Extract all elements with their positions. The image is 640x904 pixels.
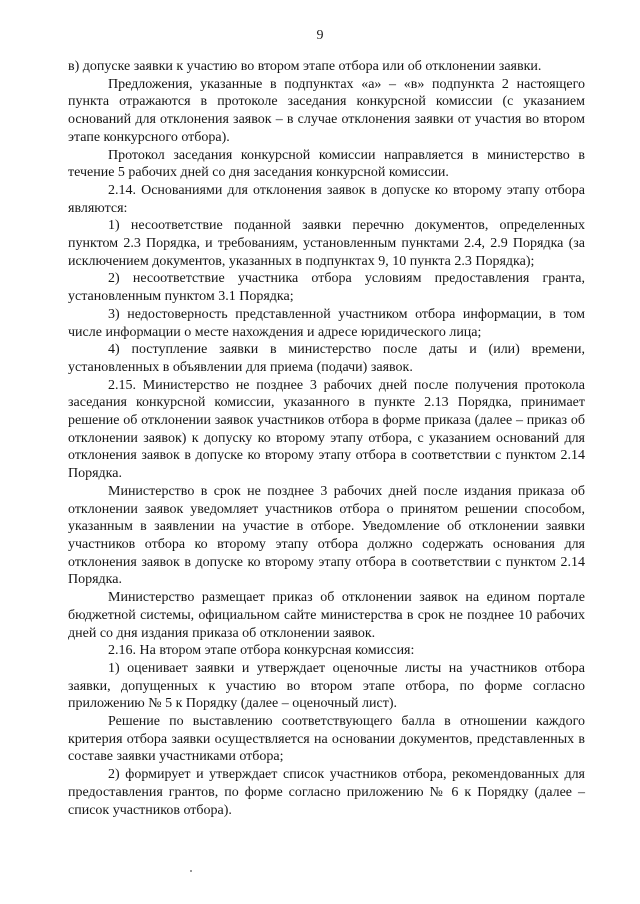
paragraph-commission-task-1: 1) оценивает заявки и утверждает оценочные листы на участников отбора заявки, допущенных к участию во втором этапе отбора, по форме согласно приложению № 5 к Порядку (далее – оценочный лист). (68, 660, 585, 712)
paragraph-clause-2-15: 2.15. Министерство не позднее 3 рабочих дней после получения протокола заседания конкурсной комиссии, указанного в пункте 2.13 Порядка, принимает решение об отклонении заявок участников отбора в форме приказа (далее – приказ об отклонении заявок) к допуску ко второму этапу отбора, с указанием оснований для отклонения заявок в допуске ко второму этапу отбора в соответствии с пунктом 2.14 Порядка. (68, 377, 585, 482)
paragraph-clause-2-14: 2.14. Основаниями для отклонения заявок в допуске ко второму этапу отбора являются: (68, 182, 585, 216)
paragraph-commission-task-2: 2) формирует и утверждает список участников отбора, рекомендованных для предоставления грантов, по форме согласно приложению № 6 к Порядку (далее – список участников отбора). (68, 767, 585, 818)
scan-speck (190, 870, 192, 872)
paragraph-decision-item-v: в) допуске заявки к участию во втором этапе отбора или об отклонении заявки. (68, 59, 542, 74)
paragraph-protocol: Протокол заседания конкурсной комиссии направляется в министерство в течение 5 рабочих дней со дня заседания конкурсной комиссии. (68, 147, 585, 181)
document-body (68, 58, 585, 819)
paragraph-ground-4: 4) поступление заявки в министерство после даты и (или) времени, установленных в объявлении для приема (подачи) заявок. (68, 342, 585, 375)
page-number: 9 (316, 28, 324, 43)
paragraph-scoring-decision: Решение по выставлению соответствующего балла в отношении каждого критерия отбора заявки осуществляется на основании документов, представленных в составе заявки участниками отбора; (68, 714, 585, 765)
paragraph-clause-2-16: 2.16. На втором этапе отбора конкурсная комиссия: (108, 643, 415, 659)
paragraph-ground-2: 2) несоответствие участника отбора условиям предоставления гранта, установленным пунктом 3.1 Порядка; (68, 271, 585, 305)
paragraph-publication: Министерство размещает приказ об отклонении заявок на едином портале бюджетной системы, официальном сайте министерства в срок не позднее 10 рабочих дней со дня издания приказа об отклонении заявок. (68, 590, 585, 641)
paragraph-ground-1: 1) несоответствие поданной заявки перечню документов, определенных пунктом 2.3 Порядка, и требованиям, установленным пунктами 2.4, 2.9 Порядка (за исключением документов, указанных в подпунктах 9, 10 пункта 2.3 Порядка); (68, 218, 585, 269)
paragraph-notification: Министерство в срок не позднее 3 рабочих дней после издания приказа об отклонении заявок уведомляет участников отбора о принятом решении способом, указанным в заявлении на участие в отборе. Уведомление об отклонении заявки участников отбора ко второму этапу отбора должно содержать основания для отклонения заявок в допуске ко второму этапу отбора в соответствии с пунктом 2.14 Порядка. (68, 483, 585, 588)
paragraph-proposals: Предложения, указанные в подпунктах «а» – «в» подпункта 2 настоящего пункта отражаются в протоколе заседания конкурсной комиссии (с указанием оснований для отклонения заявок – в случае отклонения заявки от участия во втором этапе конкурсного отбора). (68, 76, 585, 145)
paragraph-ground-3: 3) недостоверность представленной участником отбора информации, в том числе информации о месте нахождения и адресе юридического лица; (68, 306, 585, 340)
